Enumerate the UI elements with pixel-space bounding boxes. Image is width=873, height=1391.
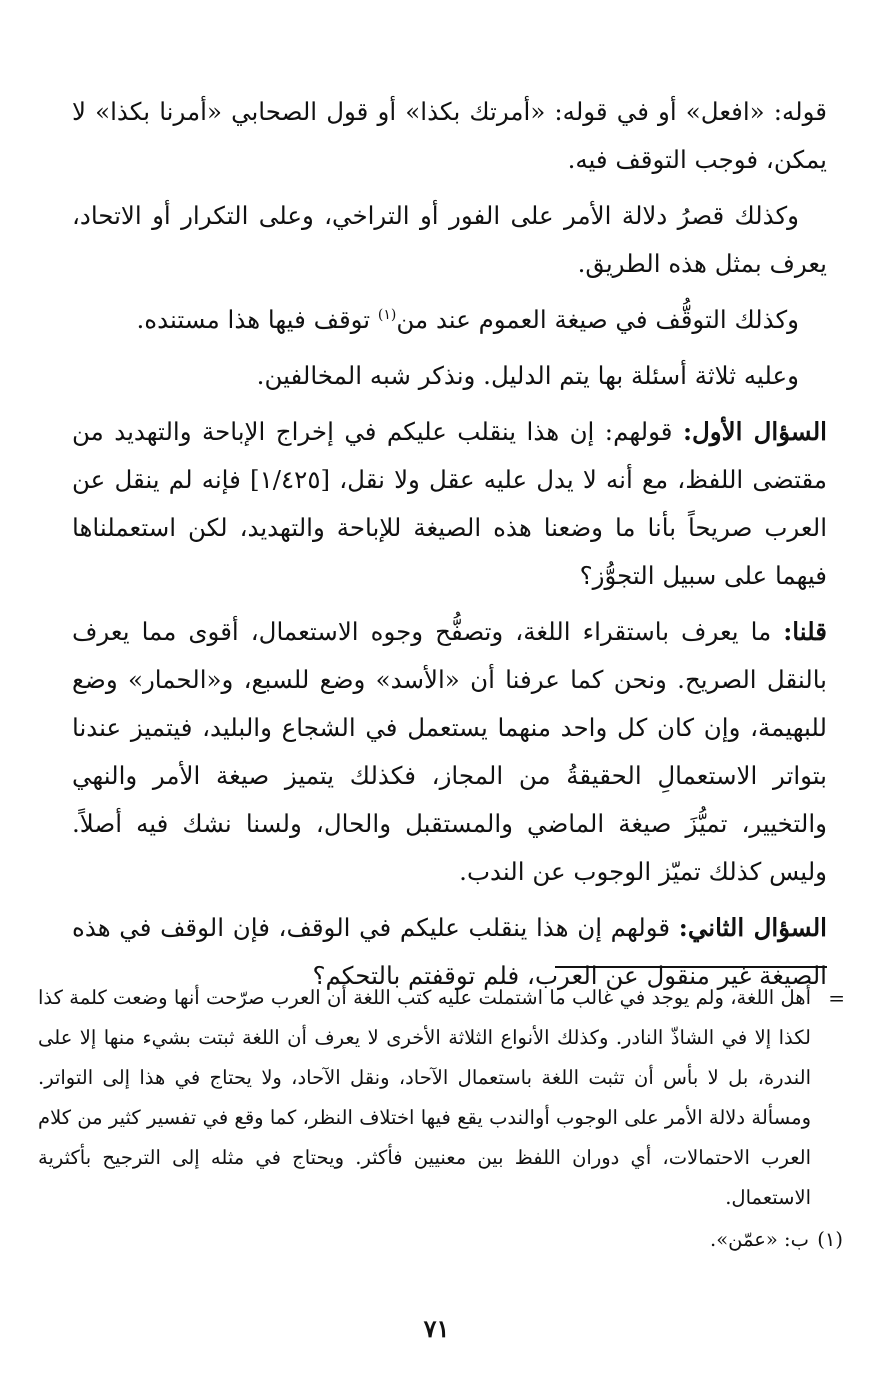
paragraph-5-text: قولهم: إن هذا ينقلب عليكم في إخراج الإباحة والتهديد من مقتضى اللفظ، مع أنه لا يدل عليه عقل ولا نقل، [١/٤٢٥] فإنه لم ينقل عن العرب صريحاً بأنا ما وضعنا هذه الصيغة للإباحة والتهديد، لكن استعملناها فيهما على سبيل التجوُّز؟ <box>72 417 827 590</box>
main-text <box>72 88 827 1000</box>
paragraph-1 <box>72 88 827 184</box>
answer-heading: قلنا: <box>783 617 827 646</box>
paragraph-3-text-before: وكذلك التوقُّف في صيغة العموم عند من <box>396 305 799 334</box>
paragraph-1-text: قوله: «افعل» أو في قوله: «أمرتك بكذا» أو قول الصحابي «أمرنا بكذا» لا يمكن، فوجب التوقف فيه. <box>72 97 827 174</box>
page-number: ٧١ <box>423 1314 450 1343</box>
paragraph-6-text: ما يعرف باستقراء اللغة، وتصفُّح وجوه الاستعمال، أقوى مما يعرف بالنقل الصريح. ونحن كما عرفنا أن «الأسد» وضع للسبع، و«الحمار» وضع للبهيمة، وإن كان كل واحد منهما يستعمل في الشجاع والبليد، فيتميز عندنا بتواتر الاستعمالِ الحقيقةُ من المجاز، فكذلك يتميز صيغة الأمر والنهي والتخيير، تميُّزَ صيغة الماضي والمستقبل والحال، ولسنا نشك فيه أصلاً. وليس كذلك تميّز الوجوب عن الندب. <box>72 617 827 886</box>
footnote-continuation-text: أهل اللغة، ولم يوجد في غالب ما اشتملت عليه كتب اللغة أن العرب صرّحت أنها وضعت كلمة كذا لكذا إلا في الشاذّ النادر. وكذلك الأنواع الثلاثة الأخرى لا يعرف أن اللغة ثبتت بشيء منها إلا على الندرة، بل لا بأس أن تثبت اللغة باستعمال الآحاد، ونقل الآحاد، ولا يحتاج في هذا إلى التواتر. ومسألة دلالة الأمر على الوجوب أوالندب يقع فيها اختلاف النظر، كما وقع في تفسير كثير من كلام العرب الاحتمالات، أي دوران اللفظ بين معنيين فأكثر. ويحتاج في مثله إلى الترجيح بأكثرية الاستعمال. <box>38 986 811 1209</box>
footnote-1 <box>38 1220 845 1260</box>
page-body <box>72 88 827 1008</box>
paragraph-2-text: وكذلك قصرُ دلالة الأمر على الفور أو التراخي، وعلى التكرار أو الاتحاد، يعرف بمثل هذه الطريق. <box>72 201 827 278</box>
footnote-1-number: (١) <box>817 1228 843 1251</box>
paragraph-2 <box>72 192 827 288</box>
paragraph-4 <box>72 352 827 400</box>
paragraph-4-text: وعليه ثلاثة أسئلة بها يتم الدليل. ونذكر شبه المخالفين. <box>256 361 799 390</box>
question-1-heading: السؤال الأول: <box>682 417 827 446</box>
paragraph-5 <box>72 408 827 600</box>
paragraph-3-text-after: توقف فيها هذا مستنده. <box>136 305 378 334</box>
footnote-continuation <box>38 978 845 1218</box>
footnotes <box>38 978 845 1260</box>
question-2-heading: السؤال الثاني: <box>678 913 827 942</box>
footnote-1-text: ب: «عمّن». <box>710 1228 809 1251</box>
paragraph-7-text: قولهم إن هذا ينقلب عليكم في الوقف، فإن الوقف في هذه الصيغة غير منقول عن العرب، فلم توقفتم بالتحكم؟ <box>72 913 827 990</box>
paragraph-6 <box>72 608 827 896</box>
continuation-marker: = <box>828 986 845 1010</box>
footnote-separator <box>555 966 827 968</box>
footnote-ref-1[interactable]: (١) <box>377 306 397 323</box>
paragraph-3 <box>72 296 827 344</box>
